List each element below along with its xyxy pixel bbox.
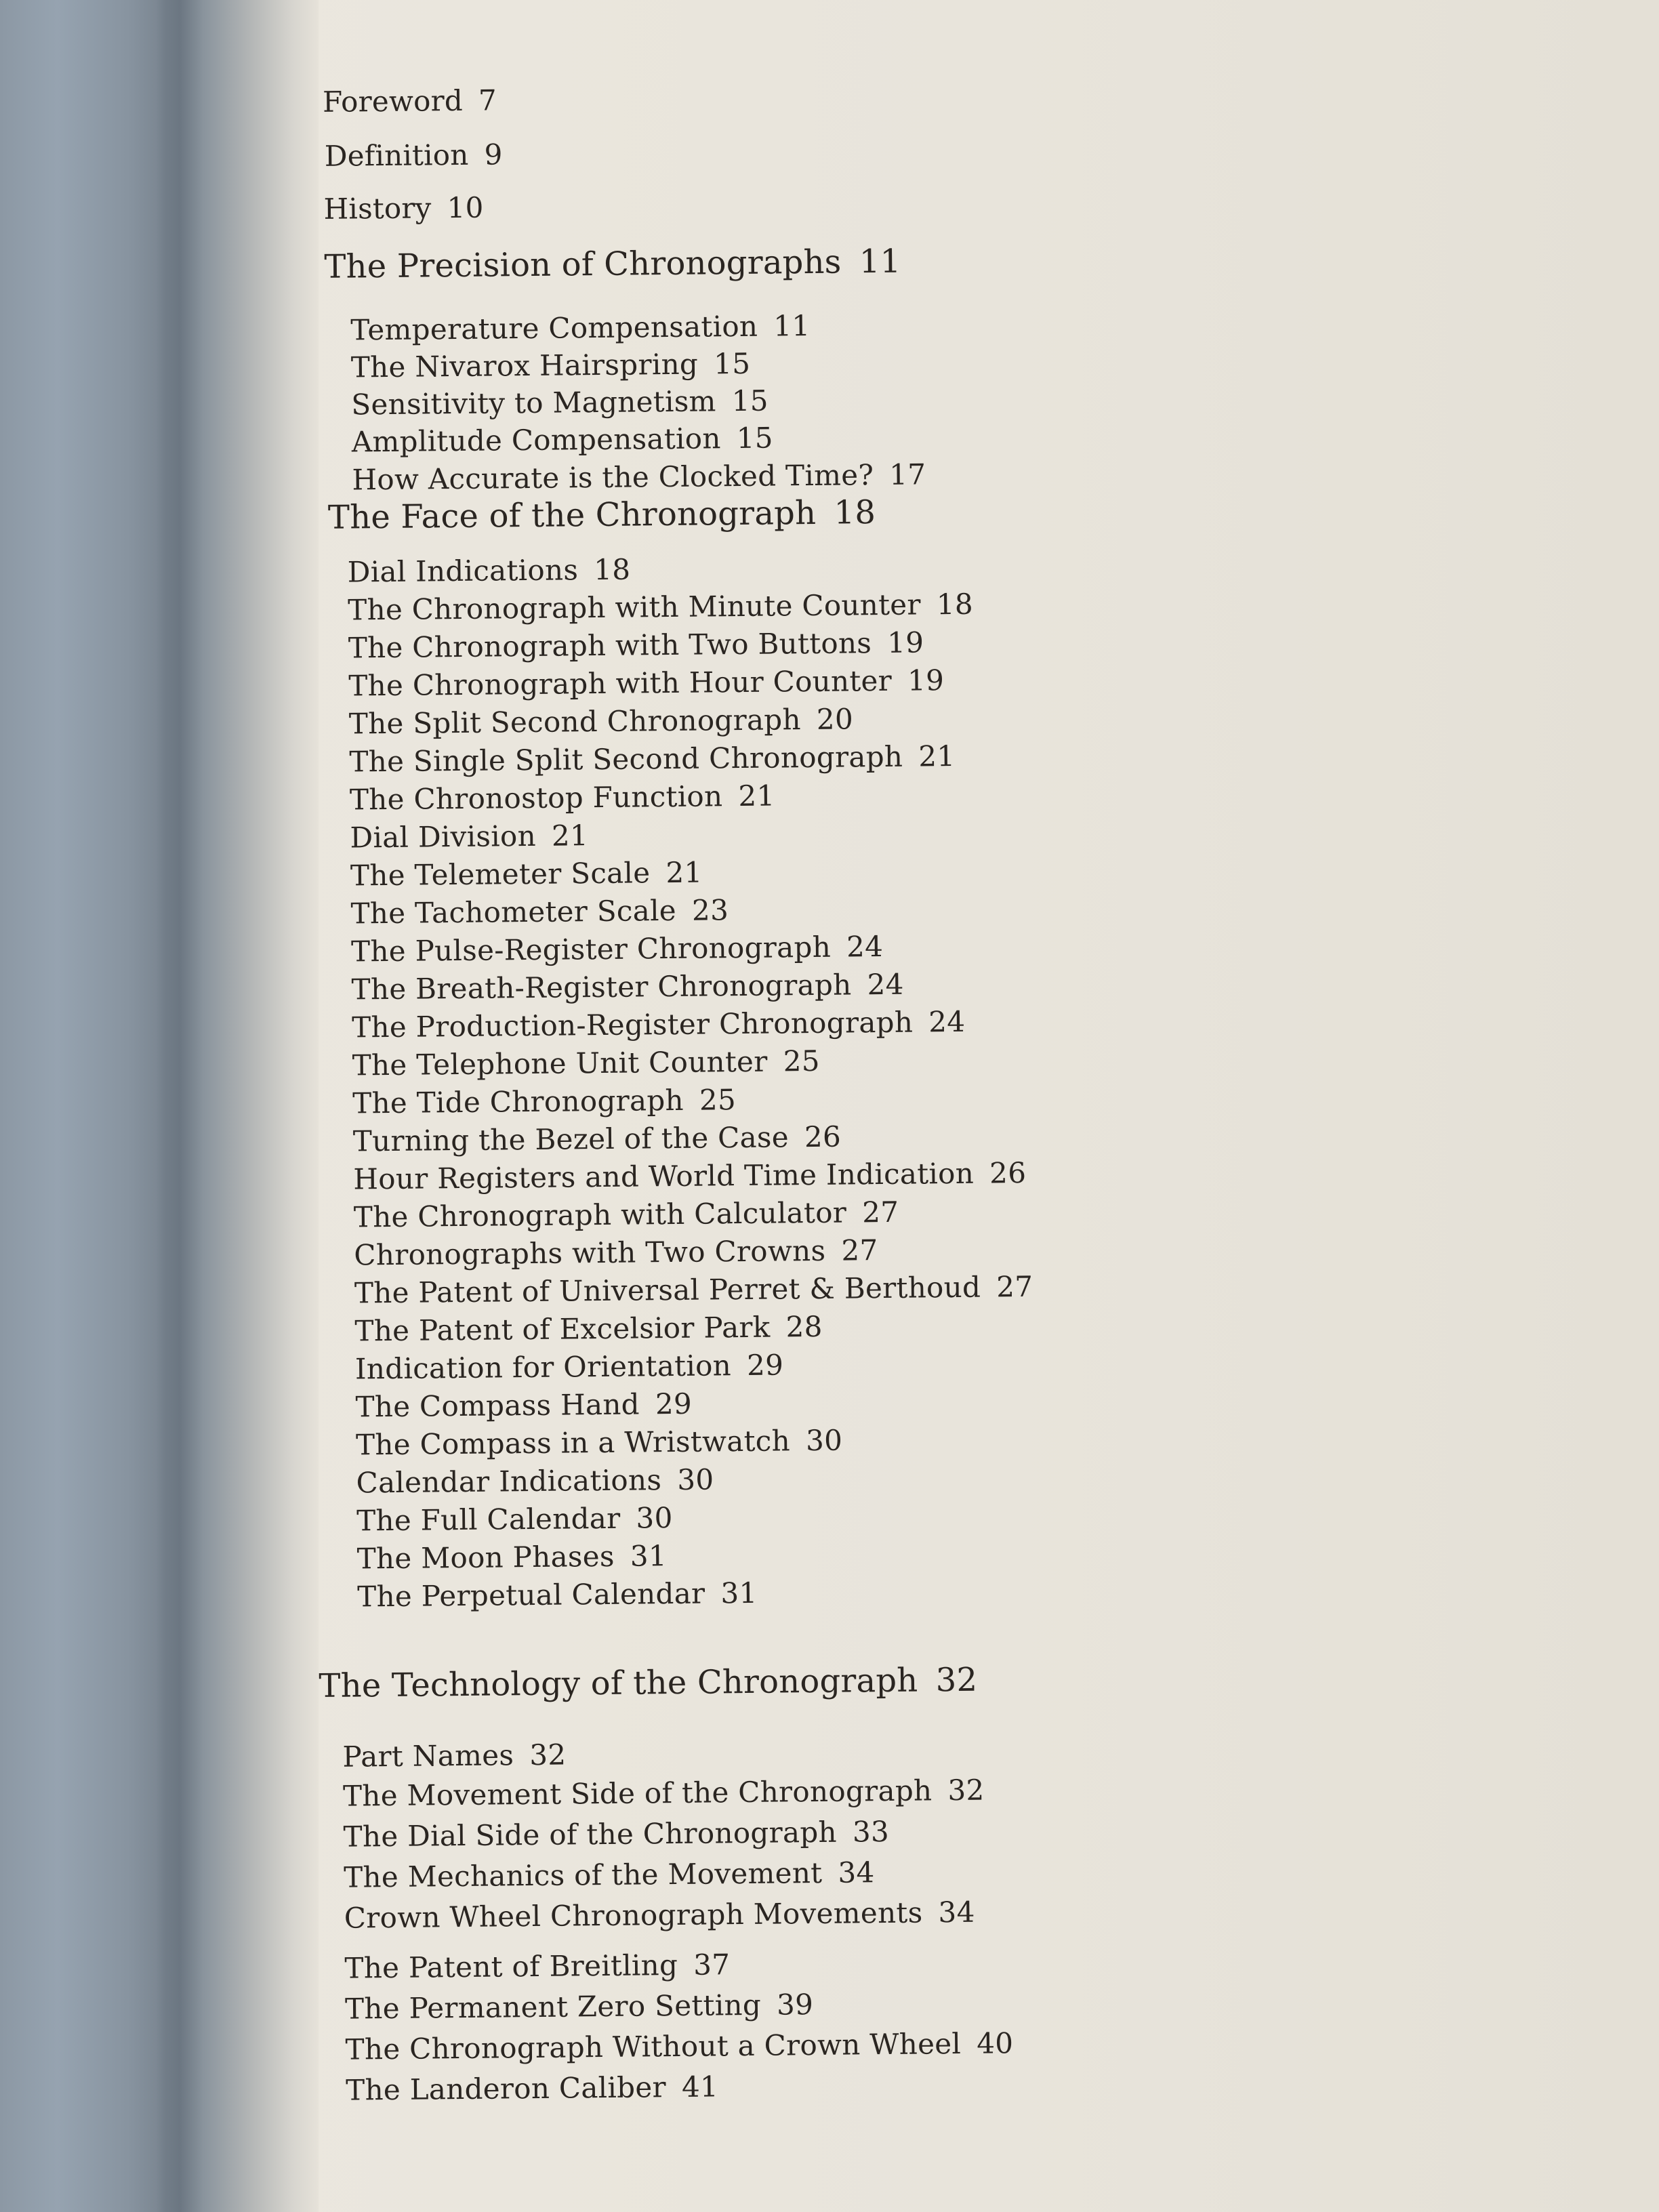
- toc-section: [349, 739, 956, 779]
- toc-entry-title: The Single Split Second Chronograph: [349, 739, 903, 779]
- toc-entry-page-number: 15: [731, 384, 769, 418]
- toc-entry-page-number: 41: [681, 2070, 719, 2104]
- toc-entry-page-number: 32: [935, 1660, 978, 1700]
- toc-entry-title: Crown Wheel Chronograph Movements: [344, 1896, 923, 1935]
- toc-entry-title: The Technology of the Chronograph: [319, 1661, 918, 1706]
- toc-entry-title: The Tide Chronograph: [352, 1083, 684, 1120]
- toc-entry-title: The Chronograph with Calculator: [353, 1195, 847, 1234]
- toc-section: [348, 663, 945, 703]
- toc-section: [348, 702, 854, 741]
- toc-entry-page-number: 25: [783, 1044, 820, 1078]
- toc-section: [351, 967, 904, 1006]
- toc-entry-page-number: 18: [594, 552, 631, 587]
- toc-entry-page-number: 15: [736, 421, 774, 455]
- toc-entry-page-number: 34: [938, 1895, 975, 1929]
- toc-section: [356, 1501, 673, 1538]
- toc-entry-page-number: 27: [996, 1269, 1033, 1304]
- toc-section: [352, 1083, 737, 1120]
- toc-entry-page-number: 30: [805, 1423, 843, 1458]
- toc-entry-page-number: 27: [841, 1233, 878, 1267]
- toc-entry-page-number: 9: [484, 138, 503, 171]
- toc-entry-page-number: 30: [677, 1462, 714, 1496]
- toc-entry-title: The Moon Phases: [356, 1539, 615, 1576]
- toc-section: [354, 1269, 1033, 1310]
- toc-section: [352, 1044, 820, 1082]
- toc-entry-title: The Mechanics of the Movement: [343, 1856, 823, 1894]
- toc-entry-page-number: 24: [928, 1004, 966, 1039]
- toc-entry-title: The Perpetual Calendar: [357, 1576, 705, 1614]
- table-of-contents: [247, 0, 1624, 2212]
- toc-entry-title: Indication for Orientation: [354, 1349, 732, 1386]
- toc-entry-page-number: 29: [655, 1387, 693, 1421]
- toc-entry-page-number: 19: [907, 663, 945, 697]
- toc-section: [344, 1858, 875, 1892]
- toc-entry-title: The Chronograph with Minute Counter: [348, 588, 922, 627]
- toc-section: [351, 384, 769, 422]
- toc-entry-page-number: 34: [838, 1856, 875, 1889]
- toc-section: [347, 552, 631, 589]
- toc-entry-page-number: 20: [816, 702, 854, 736]
- toc-entry-title: Dial Division: [350, 819, 537, 855]
- toc-entry-page-number: 30: [636, 1501, 673, 1535]
- toc-section: [355, 1387, 693, 1424]
- toc-section: [351, 1004, 966, 1044]
- toc-entry-title: Calendar Indications: [356, 1463, 662, 1500]
- toc-entry-title: The Breath-Register Chronograph: [351, 968, 852, 1006]
- toc-section: [354, 1233, 878, 1272]
- toc-section: [342, 1738, 567, 1774]
- toc-entry-title: The Production-Register Chronograph: [351, 1005, 914, 1044]
- toc-entry-title: The Chronostop Function: [349, 779, 723, 817]
- toc-entry-page-number: 11: [773, 309, 811, 343]
- toc-section: [344, 1948, 731, 1985]
- toc-section: [350, 893, 729, 930]
- toc-entry-page-number: 19: [887, 626, 924, 659]
- spine-shadow: [156, 0, 203, 2212]
- toc-entry-page-number: 10: [447, 190, 484, 225]
- toc-section: [357, 1576, 758, 1614]
- toc-section: [351, 421, 774, 459]
- toc-section: [348, 587, 974, 627]
- toc-entry-title: The Patent of Breitling: [344, 1948, 678, 1985]
- toc-section: [352, 457, 926, 497]
- toc-entry-title: The Dial Side of the Chronograph: [343, 1815, 838, 1853]
- toc-section: [353, 1195, 899, 1234]
- toc-entry-title: Amplitude Compensation: [351, 422, 721, 459]
- toc-entry-title: Part Names: [342, 1738, 514, 1774]
- toc-chapter: [324, 242, 901, 286]
- toc-section: [350, 346, 751, 384]
- toc-entry-title: The Chronograph with Hour Counter: [348, 663, 893, 703]
- toc-section: [348, 626, 924, 665]
- toc-entry-title: History: [323, 191, 432, 226]
- toc-entry-page-number: 21: [918, 739, 956, 773]
- toc-entry-page-number: 32: [529, 1738, 567, 1772]
- toc-entry-page-number: 31: [630, 1539, 668, 1573]
- toc-front-matter: [323, 190, 484, 226]
- toc-entry-page-number: 33: [852, 1814, 890, 1849]
- toc-section: [350, 930, 884, 968]
- toc-entry-title: The Nivarox Hairspring: [350, 347, 699, 384]
- toc-entry-page-number: 31: [720, 1576, 758, 1610]
- toc-entry-page-number: 32: [947, 1773, 985, 1807]
- toc-entry-page-number: 26: [804, 1120, 842, 1154]
- toc-entry-title: Temperature Compensation: [350, 309, 758, 347]
- toc-section: [350, 855, 703, 893]
- toc-entry-page-number: 18: [936, 587, 974, 621]
- toc-entry-page-number: 21: [551, 819, 589, 853]
- toc-entry-page-number: 15: [713, 346, 751, 381]
- toc-entry-page-number: 7: [478, 83, 497, 117]
- toc-entry-page-number: 26: [989, 1155, 1027, 1190]
- toc-entry-page-number: 29: [746, 1348, 784, 1382]
- toc-section: [346, 2070, 719, 2107]
- toc-front-matter: [325, 140, 503, 171]
- toc-section: [354, 1309, 823, 1348]
- toc-section: [354, 1348, 784, 1386]
- toc-entry-title: The Chronograph Without a Crown Wheel: [345, 2026, 962, 2066]
- toc-entry-title: The Patent of Excelsior Park: [354, 1310, 771, 1348]
- toc-entry-title: The Permanent Zero Setting: [344, 1988, 762, 2026]
- toc-section: [342, 1773, 985, 1813]
- toc-entry-title: The Chronograph with Two Buttons: [348, 626, 872, 665]
- toc-chapter: [319, 1660, 978, 1706]
- toc-section: [350, 819, 589, 855]
- toc-entry-title: Chronographs with Two Crowns: [354, 1233, 826, 1272]
- toc-entry-title: Sensitivity to Magnetism: [351, 384, 716, 422]
- toc-entry-title: The Precision of Chronographs: [324, 243, 842, 286]
- toc-entry-page-number: 21: [738, 779, 775, 813]
- toc-entry-title: The Face of the Chronograph: [327, 493, 817, 537]
- toc-entry-title: The Patent of Universal Perret & Berthoud: [354, 1270, 981, 1310]
- toc-section: [353, 1155, 1027, 1196]
- toc-entry-title: Definition: [324, 138, 469, 173]
- toc-section: [352, 1120, 842, 1158]
- toc-entry-page-number: 25: [699, 1083, 737, 1117]
- toc-section: [356, 1462, 714, 1500]
- toc-entry-title: Foreword: [322, 83, 464, 119]
- toc-entry-page-number: 21: [665, 855, 703, 890]
- toc-entry-page-number: 18: [834, 493, 876, 532]
- toc-entry-page-number: 37: [693, 1948, 731, 1982]
- toc-entry-title: The Telephone Unit Counter: [352, 1044, 768, 1082]
- toc-section: [349, 779, 775, 817]
- toc-entry-page-number: 23: [691, 893, 729, 927]
- toc-entry-title: The Telemeter Scale: [350, 856, 651, 893]
- toc-entry-title: The Movement Side of the Chronograph: [342, 1774, 933, 1813]
- toc-entry-page-number: 24: [846, 930, 884, 964]
- toc-entry-title: The Pulse-Register Chronograph: [350, 930, 832, 968]
- toc-entry-title: Hour Registers and World Time Indication: [353, 1156, 975, 1196]
- toc-entry-title: The Split Second Chronograph: [348, 703, 802, 741]
- toc-entry-title: How Accurate is the Clocked Time?: [352, 458, 874, 497]
- contents-page: [247, 0, 1659, 2212]
- toc-entry-title: Turning the Bezel of the Case: [352, 1120, 790, 1158]
- toc-entry-title: The Full Calendar: [356, 1501, 621, 1538]
- toc-entry-page-number: 28: [785, 1309, 823, 1344]
- toc-entry-page-number: 39: [776, 1988, 814, 2022]
- toc-chapter: [327, 493, 876, 537]
- toc-front-matter: [322, 83, 497, 119]
- toc-entry-page-number: 27: [862, 1195, 899, 1229]
- toc-entry-page-number: 11: [859, 242, 901, 281]
- toc-entry-title: The Compass Hand: [355, 1387, 640, 1424]
- toc-entry-title: The Tachometer Scale: [350, 893, 677, 930]
- toc-entry-title: Dial Indications: [347, 553, 579, 589]
- toc-section: [350, 309, 811, 347]
- toc-section: [356, 1539, 668, 1576]
- toc-entry-page-number: 17: [889, 457, 926, 491]
- toc-entry-page-number: 24: [867, 967, 904, 1002]
- toc-section: [355, 1423, 843, 1462]
- toc-entry-title: The Landeron Caliber: [346, 2070, 667, 2107]
- toc-section: [345, 1990, 813, 2024]
- toc-section: [344, 1895, 975, 1935]
- toc-entry-title: The Compass in a Wristwatch: [355, 1424, 791, 1462]
- toc-section: [345, 2026, 1014, 2066]
- toc-entry-page-number: 40: [976, 2026, 1014, 2060]
- toc-section: [343, 1814, 890, 1853]
